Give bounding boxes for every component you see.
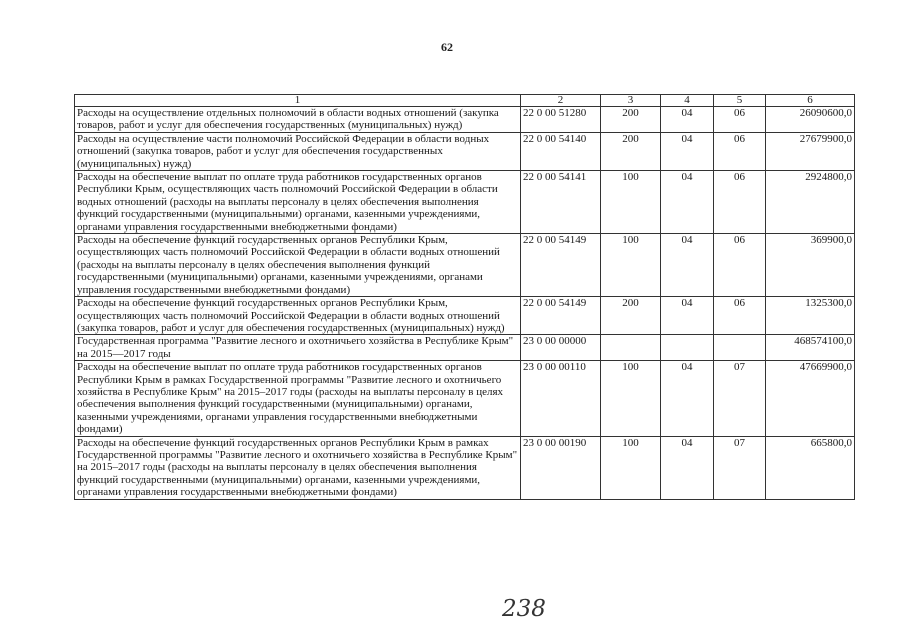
row-amount: 369900,0 [766, 234, 855, 297]
table-row [75, 171, 855, 234]
row-code: 22 0 00 54149 [521, 297, 601, 335]
header-col-1: 1 [75, 95, 521, 107]
row-col-4: 04 [661, 107, 714, 133]
row-col-5: 06 [714, 234, 766, 297]
row-code: 23 0 00 00190 [521, 436, 601, 499]
row-col-3: 100 [601, 234, 661, 297]
table-row [75, 436, 855, 499]
row-col-5: 07 [714, 436, 766, 499]
row-description: Расходы на обеспечение функций государственных органов Республики Крым, осуществляющих часть полномочий Российской Федерации в области водных отношений (расходы на выплаты персоналу в целях обеспечения выполнения функций государственными (муниципальными) органами, казенными учреждениями, органами управления государственными внебюджетными фондами) [75, 234, 521, 297]
row-amount: 27679900,0 [766, 132, 855, 170]
row-col-3: 100 [601, 436, 661, 499]
row-amount: 468574100,0 [766, 335, 855, 361]
row-col-4: 04 [661, 234, 714, 297]
row-description: Расходы на обеспечение выплат по оплате труда работников государственных органов Республики Крым в рамках Государственной программы "Развитие лесного и охотничьего хозяйства в Республике Крым" на 2015–2017 годы (расходы на выплаты персоналу в целях обеспечения выполнения функций государственными (муниципальными) органами, казенными учреждениями, органами управления государственными внебюджетными фондами) [75, 361, 521, 436]
row-amount: 47669900,0 [766, 361, 855, 436]
table-row [75, 234, 855, 297]
row-code: 22 0 00 51280 [521, 107, 601, 133]
header-col-4: 4 [661, 95, 714, 107]
row-col-4: 04 [661, 436, 714, 499]
row-code: 22 0 00 54141 [521, 171, 601, 234]
row-amount: 665800,0 [766, 436, 855, 499]
row-col-5: 06 [714, 107, 766, 133]
table-row [75, 335, 855, 361]
row-col-3: 200 [601, 132, 661, 170]
row-col-3: 100 [601, 361, 661, 436]
row-col-5 [714, 335, 766, 361]
header-col-5: 5 [714, 95, 766, 107]
row-code: 22 0 00 54140 [521, 132, 601, 170]
row-description: Расходы на обеспечение функций государственных органов Республики Крым в рамках Государственной программы "Развитие лесного и охотничьего хозяйства в Республике Крым" на 2015–2017 годы (расходы на выплаты персоналу в целях обеспечения выполнения функций государственными (муниципальными) органами, казенными учреждениями, органами управления государственными внебюджетными фондами) [75, 436, 521, 499]
table-row [75, 361, 855, 436]
row-description: Расходы на осуществление отдельных полномочий в области водных отношений (закупка товаров, работ и услуг для обеспечения государственных (муниципальных) нужд) [75, 107, 521, 133]
row-code: 23 0 00 00110 [521, 361, 601, 436]
table-row [75, 132, 855, 170]
row-col-5: 06 [714, 297, 766, 335]
row-description: Расходы на осуществление части полномочий Российской Федерации в области водных отношений (закупка товаров, работ и услуг для обеспечения государственных (муниципальных) нужд) [75, 132, 521, 170]
row-amount: 2924800,0 [766, 171, 855, 234]
row-col-4: 04 [661, 132, 714, 170]
row-col-3: 100 [601, 171, 661, 234]
header-col-6: 6 [766, 95, 855, 107]
budget-table [74, 94, 855, 500]
row-description: Государственная программа "Развитие лесного и охотничьего хозяйства в Республике Крым" на 2015—2017 годы [75, 335, 521, 361]
row-col-5: 06 [714, 132, 766, 170]
row-col-4: 04 [661, 361, 714, 436]
row-col-5: 06 [714, 171, 766, 234]
table-row [75, 297, 855, 335]
row-col-4: 04 [661, 171, 714, 234]
handwritten-page-note: 238 [502, 596, 546, 622]
row-description: Расходы на обеспечение функций государственных органов Республики Крым, осуществляющих часть полномочий Российской Федерации в области водных отношений (закупка товаров, работ и услуг для обеспечения государственных (муниципальных) нужд) [75, 297, 521, 335]
row-amount: 26090600,0 [766, 107, 855, 133]
row-col-4: 04 [661, 297, 714, 335]
header-col-2: 2 [521, 95, 601, 107]
row-col-4 [661, 335, 714, 361]
row-amount: 1325300,0 [766, 297, 855, 335]
row-col-3: 200 [601, 297, 661, 335]
row-col-5: 07 [714, 361, 766, 436]
row-code: 22 0 00 54149 [521, 234, 601, 297]
row-col-3 [601, 335, 661, 361]
row-col-3: 200 [601, 107, 661, 133]
table-row [75, 107, 855, 133]
row-description: Расходы на обеспечение выплат по оплате труда работников государственных органов Республики Крым, осуществляющих часть полномочий Российской Федерации в области водных отношений (расходы на выплаты персоналу в целях обеспечения выполнения функций государственными (муниципальными) органами, казенными учреждениями, органами управления государственными внебюджетными фондами) [75, 171, 521, 234]
header-row [75, 95, 855, 107]
row-code: 23 0 00 00000 [521, 335, 601, 361]
page-number: 62 [441, 40, 453, 54]
header-col-3: 3 [601, 95, 661, 107]
